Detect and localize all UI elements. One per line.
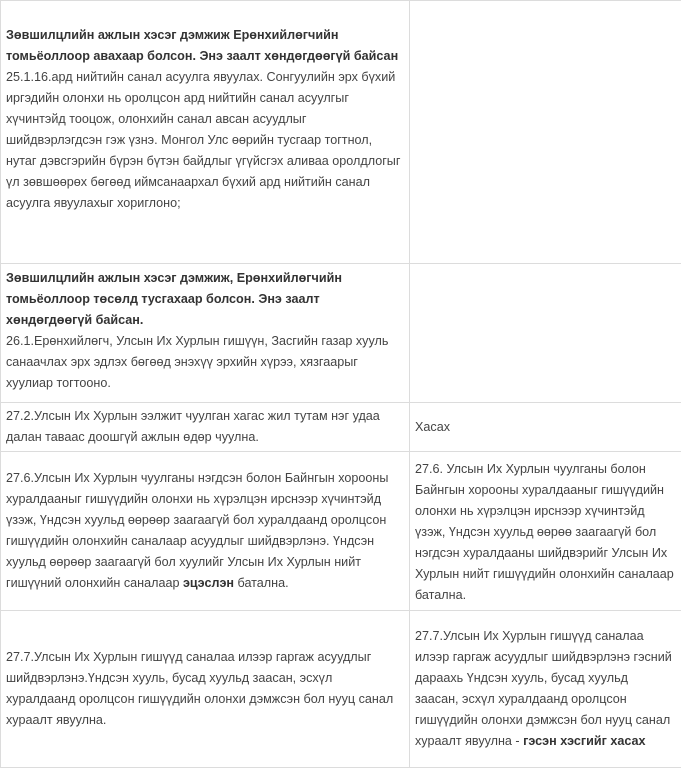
right-text: 27.7.Улсын Их Хурлын гишүүд саналаа илээр гаргаж асуудлыг шийдвэрлэнэ гэсний дараахь Үндсэн хууль, бусад хуульд заасан, эсхүл хуралдаанд оролцсон гишүүдийн олонхи дэмжсэн бол нууц санал хураалт явуулна -: [415, 629, 672, 748]
table-row: [1, 1, 681, 264]
row-text-bold: эцэслэн: [183, 576, 234, 590]
right-cell: [410, 403, 681, 452]
left-cell: [1, 611, 410, 768]
right-text-bold: гэсэн хэсгийг хасах: [523, 734, 645, 748]
row-text: 27.7.Улсын Их Хурлын гишүүд саналаа илээр гаргаж асуудлыг шийдвэрлэнэ.Үндсэн хууль, бусад хуульд заасан, эсхүл хуралдаанд оролцсон гишүүдийн олонхи дэмжсэн бол нууц санал хураалт явуулна.: [6, 650, 393, 727]
right-cell: [410, 1, 681, 264]
row-text: 27.2.Улсын Их Хурлын ээлжит чуулган хагас жил тутам нэг удаа далан таваас доошгүй ажлын өдөр чуулна.: [6, 409, 380, 444]
right-cell: [410, 452, 681, 611]
right-cell: [410, 611, 681, 768]
left-cell: [1, 1, 410, 264]
row-text: 26.1.Ерөнхийлөгч, Улсын Их Хурлын гишүүн, Засгийн газар хууль санаачлах эрх эдлэх бөгөөд энэхүү эрхийн хүрээ, хязгаарыг хуулиар тогтооно.: [6, 334, 388, 390]
row-heading: Зөвшилцлийн ажлын хэсэг дэмжиж, Ерөнхийлөгчийн томьёоллоор төсөлд тусгахаар болсон. Энэ заалт хөндөгдөөгүй байсан.: [6, 271, 342, 327]
right-text: Хасах: [415, 420, 450, 434]
table-row: [1, 403, 681, 452]
table-row: [1, 264, 681, 403]
left-cell: [1, 452, 410, 611]
left-cell: [1, 264, 410, 403]
right-text: 27.6. Улсын Их Хурлын чуулганы болон Байнгын хорооны хуралдааныг гишүүдийн олонхи нь хүрэлцэн ирснээр хүчинтэйд үзэж, Үндсэн хуульд өөрөө заагаагүй бол нэгдсэн хуралдааны шийдвэрийг Улсын Их Хурлын нийт гишүүдийн олонхийн саналаар батална.: [415, 462, 674, 602]
left-cell: [1, 403, 410, 452]
table-row: [1, 611, 681, 768]
table-row: [1, 452, 681, 611]
right-cell: [410, 264, 681, 403]
row-text: 27.6.Улсын Их Хурлын чуулганы нэгдсэн болон Байнгын хорооны хуралдааныг гишүүдийн олонхи нь хүрэлцэн ирснээр хүчинтэйд үзэж, Үндсэн хуульд өөрөөр заагаагүй бол хуралдаанд оролцсон гишүүдийн олонхийн саналаар асуудлыг шийдвэрлэнэ. Үндсэн хуульд өөрөөр заагаагүй бол хуулийг Улсын Их Хурлын нийт гишүүний олонхийн саналаар: [6, 471, 388, 590]
row-text: 25.1.16.ард нийтийн санал асуулга явуулах. Сонгуулийн эрх бүхий иргэдийн олонхи нь оролцсон ард нийтийн санал асуулгыг хүчинтэйд тооцож, олонхийн санал авсан асуудлыг шийдвэрлэгдсэн гэж үзнэ. Монгол Улс өөрийн тусгаар тогтнол, нутаг дэвсгэрийн бүрэн бүтэн байдлыг үгүйсгэх аливаа оролдлогыг үл зөвшөөрөх бөгөөд иймсанаархал бүхий ард нийтийн санал асуулга явуулахыг хориглоно;: [6, 70, 400, 210]
row-text-end: батална.: [234, 576, 289, 590]
row-heading: Зөвшилцлийн ажлын хэсэг дэмжиж Ерөнхийлөгчийн томьёоллоор авахаар болсон. Энэ заалт хөндөгдөөгүй байсан: [6, 28, 398, 63]
